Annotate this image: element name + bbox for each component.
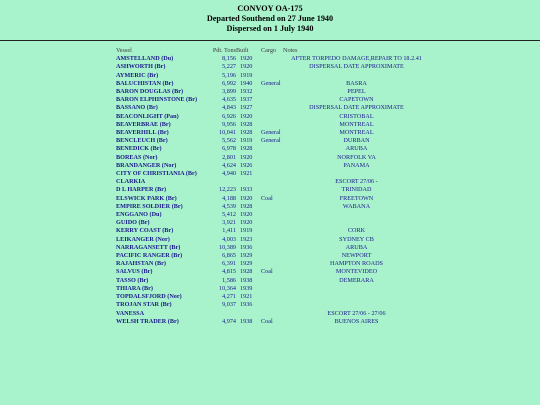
cell-cargo: [261, 211, 283, 219]
cell-notes: CAPETOWN: [339, 96, 374, 104]
table-row: [116, 310, 430, 318]
cell-tons: 5,227: [222, 63, 236, 71]
cell-tons: 6,992: [222, 79, 236, 87]
cell-notes: [283, 72, 430, 80]
cell-built: 1920: [240, 63, 253, 71]
cell-tons: 5,412: [222, 211, 236, 219]
table-row: [116, 244, 430, 252]
table-row: [116, 293, 430, 301]
cell-vessel: THIARA (Br): [116, 284, 153, 292]
cell-built: 1920: [240, 153, 253, 161]
cell-cargo: [261, 72, 283, 80]
cell-notes: [283, 285, 430, 293]
table-row: [116, 236, 430, 244]
cell-cargo: [261, 113, 283, 121]
table-row: [116, 186, 430, 194]
cell-vessel: LEIKANGER (Nor): [116, 235, 170, 243]
cell-tons: 4,003: [222, 235, 236, 243]
cell-vessel: EMPIRE SOLDIER (Br): [116, 202, 183, 210]
cell-vessel: GUIDO (Br): [116, 219, 150, 227]
cell-built: 1936: [240, 243, 253, 251]
cell-built: 1927: [240, 104, 253, 112]
cell-notes: ESCORT 27/06 -: [335, 178, 378, 186]
cell-vessel: TOPDALSFJORD (Nor): [116, 293, 182, 301]
cell-tons: 6,391: [222, 260, 236, 268]
convoy-title: CONVOY OA-175: [237, 4, 303, 13]
cell-vessel: BEACONLIGHT (Pan): [116, 112, 179, 120]
cell-built: 1923: [240, 235, 253, 243]
cell-built: 1928: [240, 202, 253, 210]
cell-tons: [206, 178, 236, 186]
cell-built: 1938: [240, 317, 253, 325]
cell-cargo: [261, 63, 283, 71]
cell-cargo: [261, 88, 283, 96]
cell-cargo: [261, 301, 283, 309]
cell-tons: [206, 310, 236, 318]
table-row: [116, 88, 430, 96]
cell-tons: 10,364: [218, 284, 236, 292]
cell-built: 1920: [240, 211, 253, 219]
cell-tons: 9,037: [222, 301, 236, 309]
cell-notes: FREETOWN: [339, 194, 374, 202]
cell-vessel: TASSO (Br): [116, 276, 149, 284]
cell-tons: 4,940: [222, 170, 236, 178]
cell-built: 1939: [240, 284, 253, 292]
cell-built: 1921: [240, 293, 253, 301]
cell-vessel: SALVUS (Br): [116, 268, 153, 276]
cell-notes: [283, 301, 430, 309]
cell-built: 1928: [240, 129, 253, 137]
cell-tons: 4,843: [222, 104, 236, 112]
cell-tons: 5,562: [222, 137, 236, 145]
cell-notes: MONTREAL: [339, 129, 374, 137]
column-header-cargo: Cargo: [261, 47, 277, 54]
cell-cargo: [261, 162, 283, 170]
table-row: [116, 203, 430, 211]
column-header-vessel: Vessel: [116, 47, 132, 54]
cell-vessel: KERRY COAST (Br): [116, 227, 174, 235]
cell-notes: [283, 211, 430, 219]
cell-tons: 1,586: [222, 276, 236, 284]
cell-vessel: D L HARPER (Br): [116, 186, 167, 194]
page-header: [0, 0, 540, 34]
cell-tons: 3,921: [222, 219, 236, 227]
cell-vessel: BARON ELPHINSTONE (Br): [116, 96, 198, 104]
cell-vessel: BEAVERBRAE (Br): [116, 120, 171, 128]
cell-cargo: [261, 260, 283, 268]
table-row: [116, 252, 430, 260]
table-row: [116, 318, 430, 326]
table-row: [116, 154, 430, 162]
cell-cargo: [261, 236, 283, 244]
table-row: [116, 301, 430, 309]
cell-vessel: VANESSA: [116, 309, 145, 317]
table-row: [116, 63, 430, 71]
cell-notes: BUENOS AIRES: [334, 317, 379, 325]
cell-tons: 1,411: [222, 227, 236, 235]
table-header-row: [116, 47, 430, 55]
cell-vessel: ELSWICK PARK (Br): [116, 194, 177, 202]
cell-notes: BASRA: [346, 79, 367, 87]
cell-notes: WABANA: [342, 202, 371, 210]
table-row: [116, 55, 430, 63]
cell-tons: 4,188: [222, 194, 236, 202]
cell-notes: [283, 170, 430, 178]
cell-built: 1937: [240, 96, 253, 104]
cell-built: 1928: [240, 145, 253, 153]
cell-vessel: BENCLEUCH (Br): [116, 137, 168, 145]
cell-vessel: TROJAN STAR (Br): [116, 301, 172, 309]
cell-cargo: [261, 121, 283, 129]
table-row: [116, 285, 430, 293]
column-header-tons: Pdt. Tons: [212, 47, 236, 54]
cell-vessel: AYMERIC (Br): [116, 71, 159, 79]
cell-vessel: BEAVERHILL (Br): [116, 129, 169, 137]
cell-cargo: [261, 227, 283, 235]
cell-vessel: PACIFIC RANGER (Br): [116, 252, 183, 260]
cell-vessel: RAJAHSTAN (Br): [116, 260, 166, 268]
table-row: [116, 72, 430, 80]
cell-notes: CRISTOBAL: [339, 112, 374, 120]
cell-tons: 4,635: [222, 96, 236, 104]
cell-notes: AFTER TORPEDO DAMAGE,REPAIR TO 18.2.41: [291, 55, 422, 63]
table-row: [116, 104, 430, 112]
cell-built: 1938: [240, 276, 253, 284]
cell-notes: CORK: [347, 227, 366, 235]
cell-built: 1929: [240, 260, 253, 268]
cell-notes: DISPERSAL DATE APPROXIMATE: [309, 104, 404, 112]
cell-notes: SYDNEY CB: [339, 235, 374, 243]
cell-vessel: ASHWORTH (Br): [116, 63, 166, 71]
table-row: [116, 227, 430, 235]
cell-notes: MONTEVIDEO: [335, 268, 378, 276]
cell-notes: ARUBA: [345, 243, 368, 251]
cell-built: 1928: [240, 268, 253, 276]
cell-cargo: Coal: [261, 194, 273, 202]
cell-tons: 5,196: [222, 71, 236, 79]
cell-cargo: [261, 104, 283, 112]
cell-built: 1919: [240, 227, 253, 235]
cell-built: 1932: [240, 88, 253, 96]
cell-tons: 4,815: [222, 268, 236, 276]
cell-vessel: WELSH TRADER (Br): [116, 317, 179, 325]
cell-notes: HAMPTON ROADS: [329, 260, 383, 268]
cell-cargo: [261, 154, 283, 162]
table-row: [116, 137, 430, 145]
table-row: [116, 121, 430, 129]
cell-vessel: BENEDICK (Br): [116, 145, 162, 153]
cell-built: 1920: [240, 112, 253, 120]
cell-built: [236, 310, 261, 318]
cell-vessel: AMSTELLAND (Du): [116, 55, 174, 63]
convoy-table: [116, 47, 430, 326]
table-row: [116, 113, 430, 121]
cell-cargo: [261, 252, 283, 260]
dispersed-line: Dispersed on 1 July 1940: [226, 24, 314, 33]
table-row: [116, 195, 430, 203]
table-body: [116, 55, 430, 326]
cell-vessel: ENGGANO (Du): [116, 211, 162, 219]
cell-built: 1933: [240, 186, 253, 194]
cell-built: 1921: [240, 170, 253, 178]
cell-tons: 4,624: [222, 161, 236, 169]
cell-vessel: BARON DOUGLAS (Br): [116, 88, 184, 96]
cell-cargo: [261, 55, 283, 63]
table-row: [116, 162, 430, 170]
cell-tons: 4,271: [222, 293, 236, 301]
cell-cargo: [261, 219, 283, 227]
cell-vessel: BOREAS (Nor): [116, 153, 158, 161]
cell-cargo: [261, 277, 283, 285]
cell-cargo: [261, 244, 283, 252]
cell-tons: 3,899: [222, 88, 236, 96]
cell-notes: ESCORT 27/06 - 27/06: [327, 309, 386, 317]
cell-vessel: BASSANO (Br): [116, 104, 158, 112]
cell-built: 1920: [240, 194, 253, 202]
cell-tons: 6,926: [222, 112, 236, 120]
cell-vessel: BRANDANGER (Nor): [116, 161, 177, 169]
cell-cargo: General: [261, 137, 281, 145]
cell-vessel: BALUCHISTAN (Br): [116, 79, 174, 87]
cell-cargo: [261, 186, 283, 194]
table-row: [116, 178, 430, 186]
cell-built: [236, 178, 261, 186]
cell-vessel: NARRAGANSETT (Br): [116, 243, 181, 251]
table-row: [116, 170, 430, 178]
cell-cargo: [261, 285, 283, 293]
cell-built: 1926: [240, 161, 253, 169]
header-divider: [0, 40, 540, 41]
cell-notes: MONTREAL: [339, 120, 374, 128]
cell-notes: NORFOLK VA: [337, 153, 376, 161]
cell-tons: 4,974: [222, 317, 236, 325]
column-header-built: Built: [236, 47, 249, 54]
cell-built: 1929: [240, 252, 253, 260]
cell-notes: ARUBA: [345, 145, 368, 153]
departed-line: Departed Southend on 27 June 1940: [206, 14, 334, 23]
cell-tons: 6,865: [222, 252, 236, 260]
table-row: [116, 145, 430, 153]
table-row: [116, 211, 430, 219]
cell-tons: 10,389: [218, 243, 236, 251]
cell-built: 1940: [240, 79, 253, 87]
cell-cargo: [261, 170, 283, 178]
table-row: [116, 80, 430, 88]
cell-built: 1919: [240, 137, 253, 145]
table-row: [116, 129, 430, 137]
table-row: [116, 96, 430, 104]
cell-cargo: Coal: [261, 317, 273, 325]
cell-notes: DURBAN: [343, 137, 370, 145]
table-row: [116, 277, 430, 285]
cell-vessel: CLARKIA: [116, 178, 146, 186]
cell-vessel: CITY OF CHRISTIANIA (Br): [116, 170, 197, 178]
cell-cargo: [261, 310, 283, 318]
cell-cargo: Coal: [261, 268, 273, 276]
cell-tons: 6,978: [222, 145, 236, 153]
cell-notes: DISPERSAL DATE APPROXIMATE: [309, 63, 404, 71]
cell-tons: 8,156: [222, 55, 236, 63]
cell-cargo: General: [261, 79, 281, 87]
cell-notes: DEMERARA: [339, 276, 374, 284]
table-row: [116, 268, 430, 276]
cell-built: 1920: [240, 55, 253, 63]
cell-built: 1936: [240, 301, 253, 309]
cell-cargo: General: [261, 129, 281, 137]
cell-cargo: [261, 293, 283, 301]
table-row: [116, 260, 430, 268]
column-header-notes: Notes: [283, 47, 298, 54]
cell-tons: 9,956: [222, 120, 236, 128]
cell-notes: TRINIDAD: [341, 186, 372, 194]
cell-notes: [283, 293, 430, 301]
cell-built: 1928: [240, 120, 253, 128]
cell-built: 1919: [240, 71, 253, 79]
cell-notes: PANAMA: [343, 161, 370, 169]
table-row: [116, 219, 430, 227]
cell-tons: 2,801: [222, 153, 236, 161]
cell-cargo: [261, 96, 283, 104]
cell-cargo: [261, 145, 283, 153]
cell-cargo: [261, 178, 283, 186]
cell-cargo: [261, 203, 283, 211]
cell-tons: 10,041: [218, 129, 236, 137]
cell-tons: 12,223: [218, 186, 236, 194]
cell-tons: 4,539: [222, 202, 236, 210]
cell-notes: NEWPORT: [341, 252, 372, 260]
cell-notes: PEPEL: [347, 88, 366, 96]
cell-built: 1920: [240, 219, 253, 227]
cell-notes: [283, 219, 430, 227]
